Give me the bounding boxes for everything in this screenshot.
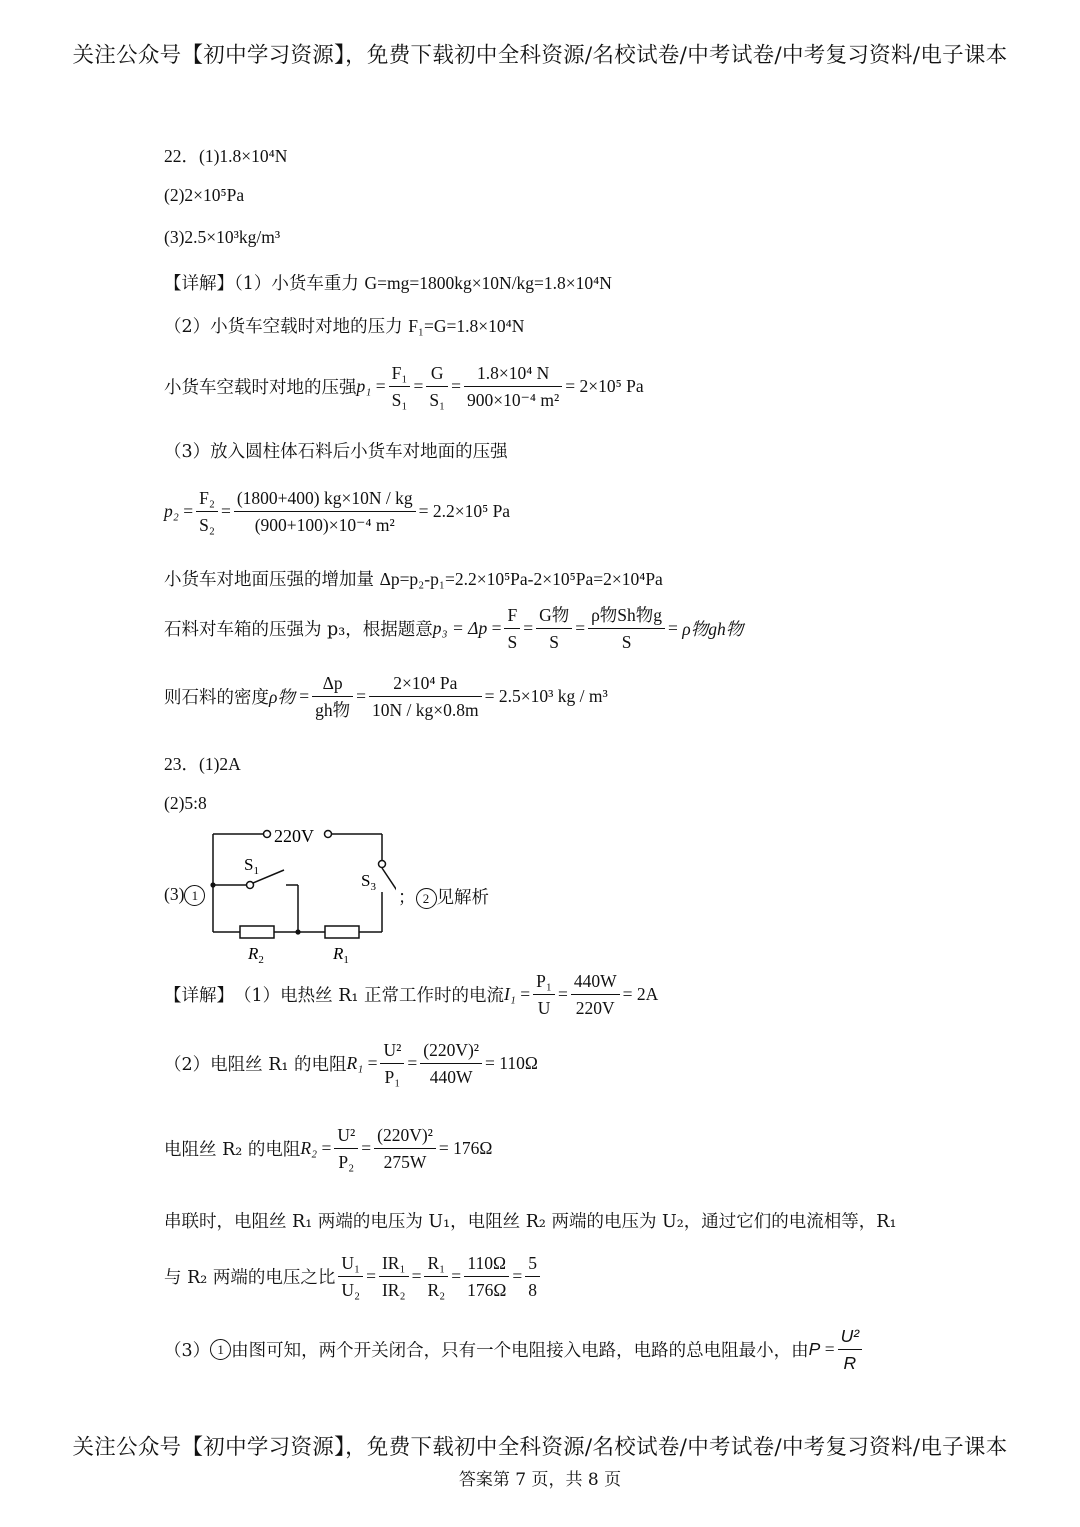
fraction: $\frac{\text{R₁}}{\text{R₂}}$ — [424, 1250, 448, 1303]
fraction: $\frac{\text{F₂}}{\text{S₂}}$ — [196, 485, 218, 538]
q23-series-text: 串联时，电阻丝 R₁ 两端的电压为 U₁，电阻丝 R₂ 两端的电压为 U₂，通过它们的电流相等，R₁ — [164, 1212, 897, 1232]
circuit-diagram — [206, 822, 396, 967]
circled-number: 1 — [184, 885, 205, 906]
formula-result: 2×10⁵ Pa — [579, 376, 644, 396]
q23-ratio-formula: 与 R₂ 两端的电压之比 $\frac{\text{U₁}}{\text{U₂}}$ = $\frac{\text{IR₁}}{\text{IR₂}}$ = $\frac{\text{R₁}}{\text{R₂}}$ = $\frac{110\Omega}{176\Omega}$ = $\frac{5}{8}$ — [164, 1250, 543, 1303]
q22-increase: 小货车对地面压强的增加量 Δp=p₂-p₁=2.2×10⁵Pa-2×10⁵Pa=2×10⁴Pa — [164, 569, 663, 590]
fraction: $\frac{(1800+400) kg\times 10N / kg}{\text{(900+100)×10⁻⁴ m²}}$ — [234, 485, 416, 538]
q22-answer-3: (3)2.5×10³kg/m³ — [164, 227, 281, 247]
formula-result: ρ物gh物 — [682, 619, 744, 639]
detail-formula: F₁=G=1.8×10⁴N — [408, 316, 525, 336]
fraction: $\frac{F}{S}$ — [504, 602, 520, 655]
formula-lhs: p₁ — [356, 376, 372, 396]
q22-detail-3: （3）放入圆柱体石料后小货车对地面的压强 — [164, 442, 508, 462]
formula-result: 2.5×10³ kg / m³ — [498, 686, 608, 706]
fraction: $\frac{\text{IR₁}}{\text{IR₂}}$ — [379, 1250, 409, 1303]
q22-rho-formula: 则石料的密度 ρ物 = $\frac{\Delta p}{\text{gh物}}$ = $\frac{\text{2×10⁴ Pa}}{10N / kg\times 0.8m}$ = 2.5×10³ kg / m³ — [164, 670, 608, 723]
fraction: $\frac{\text{(220V)²}}{440W}$ — [420, 1037, 482, 1090]
q23-answer-1: 23．(1)2A — [164, 754, 241, 774]
fraction: $\frac{\text{G物}}{S}$ — [536, 602, 572, 655]
q22-p2-formula: p₂ = $\frac{\text{F₂}}{\text{S₂}}$ = $\frac{(1800+400) kg\times 10N / kg}{\text{(900+100)×10⁻⁴ m²}}$ = 2.2×10⁵ Pa — [164, 485, 510, 538]
s1-label: $S_1$ — [244, 855, 259, 877]
q22-answer-1: 22．(1)1.8×10⁴N — [164, 146, 288, 166]
formula-lhs: p₃ = Δp — [432, 618, 488, 638]
fraction: $\frac{\text{(220V)²}}{275W}$ — [374, 1122, 436, 1175]
voltage-label: 220V — [274, 826, 314, 846]
r1-label: $R_1$ — [333, 944, 349, 966]
fraction: $\frac{\text{P₁}}{U}$ — [533, 968, 555, 1021]
detail-text: （1）小货车重力 — [234, 274, 365, 294]
fraction: $\frac{\Delta p}{\text{gh物}}$ — [312, 670, 353, 723]
fraction: $\frac{\text{2×10⁴ Pa}}{10N / kg\times 0.8m}$ — [369, 670, 482, 723]
formula-prefix: 则石料的密度 — [164, 688, 269, 708]
q23-answer-2: (2)5:8 — [164, 793, 207, 813]
fraction: $\frac{G}{\text{S₁}}$ — [426, 360, 448, 413]
formula-result: 2.2×10⁵ Pa — [432, 501, 511, 521]
fraction: $\frac{\text{F₁}}{\text{S₁}}$ — [389, 360, 411, 413]
q22-p3-formula: 石料对车箱的压强为 p₃，根据题意 p₃ = Δp = $\frac{F}{S}$ = $\frac{\text{G物}}{S}$ = $\frac{\text{ρ物Sh物g}}{S}$ = ρ物gh物 — [164, 602, 743, 655]
q22-detail-2 — [164, 313, 524, 338]
circled-number: 2 — [416, 888, 437, 909]
s3-label: $S_3$ — [361, 871, 376, 893]
q23-last-line: （3） 1 由图可知，两个开关闭合，只有一个电阻接入电路，电路的总电阻最小，由 P = $\frac{\text{U²}}{R}$ — [164, 1323, 865, 1376]
q22-answer-2: (2)2×10⁵Pa — [164, 185, 245, 205]
fraction: $\frac{\text{U²}}{\text{P₁}}$ — [380, 1037, 404, 1090]
detail-text: （2）小货车空载时对地的压力 — [164, 317, 409, 337]
formula-prefix: 小货车空载时对地的压强 — [164, 378, 357, 398]
fraction: $\frac{\text{1.8×10⁴ N}}{\text{900×10⁻⁴ m²}}$ — [464, 360, 562, 413]
fraction: $\frac{\text{U²}}{R}$ — [838, 1323, 862, 1376]
formula-prefix: 石料对车箱的压强为 p₃，根据题意 — [164, 620, 433, 640]
q23-answer-3: (3) 1 — [164, 884, 205, 906]
fraction: $\frac{440W}{220V}$ — [571, 968, 620, 1021]
r2-label: $R_2$ — [248, 944, 264, 966]
q22-detail-1 — [164, 270, 612, 295]
detail-formula: G=mg=1800kg×10N/kg=1.8×10⁴N — [364, 273, 612, 293]
header-banner: 关注公众号【初中学习资源】，免费下载初中全科资源/名校试卷/中考试卷/中考复习资料/电子课本 — [72, 43, 1008, 68]
q23-i1-formula: 【详解】 （1）电热丝 R₁ 正常工作时的电流 I₁ = $\frac{\text{P₁}}{U}$ = $\frac{440W}{220V}$ = 2A — [164, 968, 658, 1021]
page-number: 答案第 7 页，共 8 页 — [458, 1470, 622, 1490]
q23-answer-3-suffix: ； 2 见解析 — [398, 888, 489, 908]
circled-number: 1 — [210, 1339, 231, 1360]
q23-r1-formula: （2）电阻丝 R₁ 的电阻 R₁ = $\frac{\text{U²}}{\text{P₁}}$ = $\frac{\text{(220V)²}}{440W}$ = 110Ω — [164, 1037, 538, 1090]
fraction: $\frac{\text{U₁}}{\text{U₂}}$ — [338, 1250, 363, 1303]
fraction: $\frac{\text{ρ物Sh物g}}{S}$ — [588, 602, 665, 655]
fraction: $\frac{110\Omega}{176\Omega}$ — [464, 1250, 509, 1303]
q22-p1-formula: 小货车空载时对地的压强 p₁ = $\frac{\text{F₁}}{\text{S₁}}$ = $\frac{G}{\text{S₁}}$ = $\frac{\text{1.8×10⁴ N}}{\text{900×10⁻⁴ m²}}$ = 2×10⁵ Pa — [164, 360, 644, 413]
q23-r2-formula: 电阻丝 R₂ 的电阻 R₂ = $\frac{\text{U²}}{\text{P₂}}$ = $\frac{\text{(220V)²}}{275W}$ = 176Ω — [164, 1122, 492, 1175]
footer-banner: 关注公众号【初中学习资源】，免费下载初中全科资源/名校试卷/中考试卷/中考复习资料/电子课本 — [72, 1435, 1008, 1460]
formula-lhs: ρ物 — [269, 687, 295, 707]
fraction: $\frac{5}{8}$ — [525, 1250, 540, 1303]
formula-lhs: p₂ — [164, 501, 179, 521]
fraction: $\frac{\text{U²}}{\text{P₂}}$ — [334, 1122, 358, 1175]
detail-tag: 【详解】 — [164, 274, 234, 294]
